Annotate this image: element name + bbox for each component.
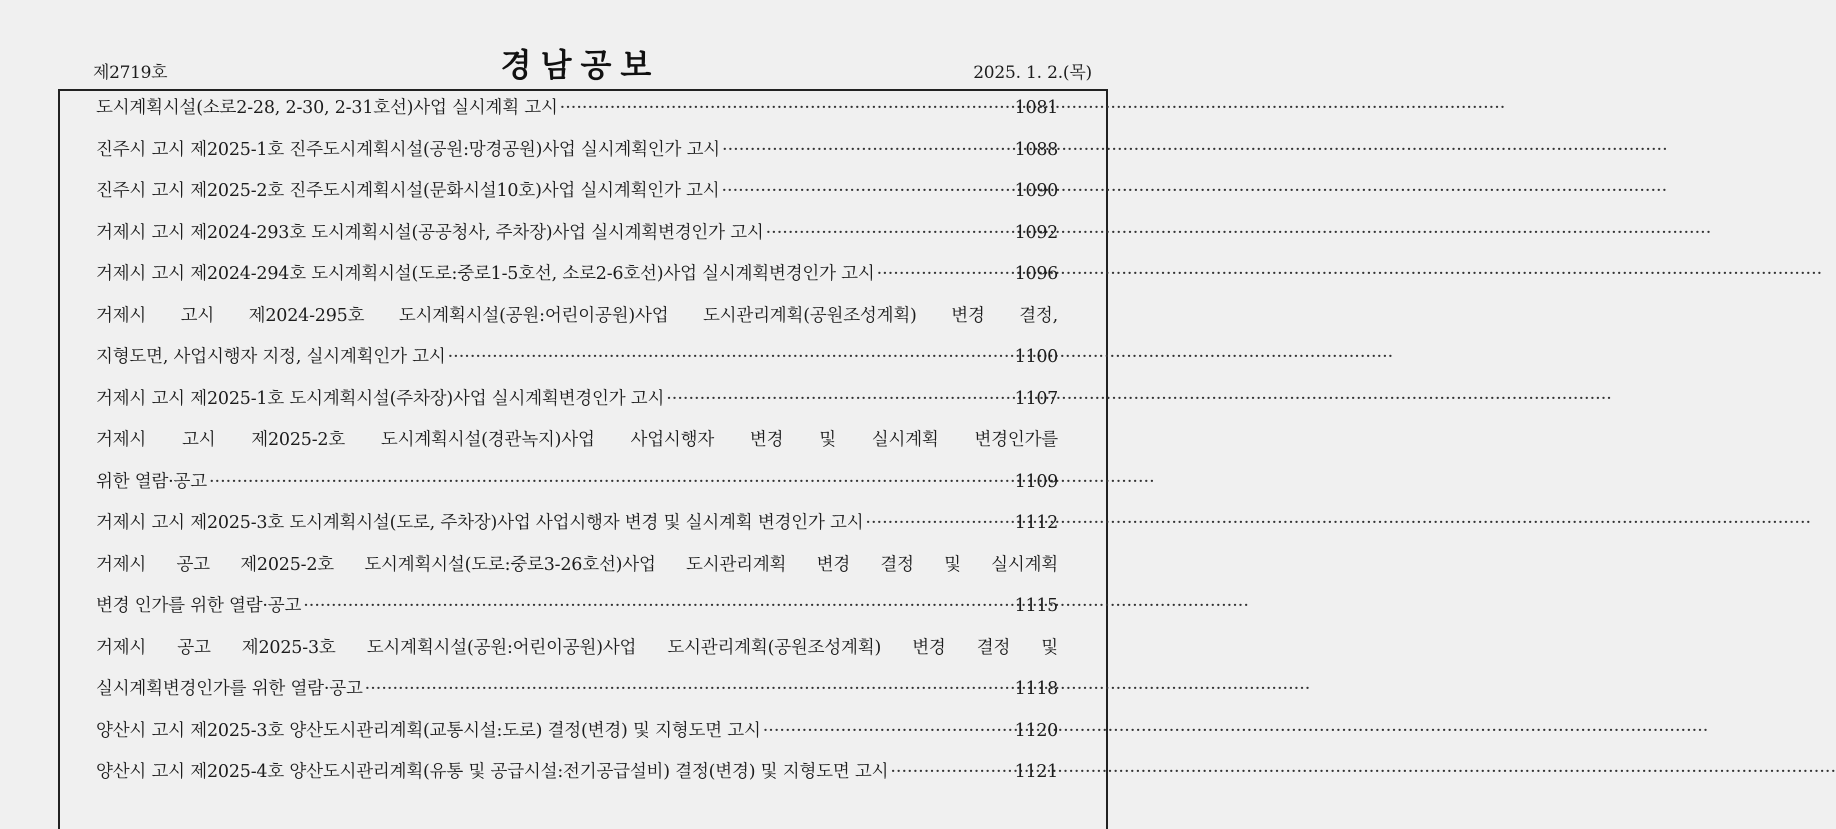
dot-leader xyxy=(560,88,1013,130)
publication-date: 2025. 1. 2.(목) xyxy=(973,63,1092,83)
toc-entry-title: 진주시 고시 제2025-1호 진주도시계획시설(공원:망경공원)사업 실시계획인가 고시 xyxy=(96,139,721,160)
toc-entry[interactable] xyxy=(96,711,1058,753)
toc-entry[interactable] xyxy=(96,254,1058,296)
toc-entry-title: 변경 인가를 위한 열람·공고 xyxy=(96,596,302,616)
dot-leader xyxy=(877,254,1013,296)
toc-entry[interactable] xyxy=(96,171,1058,213)
toc-entry-continued-line[interactable]: 거제시 공고 제2025-2호 도시계획시설(도로:중로3-26호선)사업 도시관리계획 변경 결정 및 실시계획 xyxy=(96,554,1058,575)
toc-entry-continued-line[interactable]: 거제시 고시 제2024-295호 도시계획시설(공원:어린이공원)사업 도시관리계획(공원조성계획) 변경 결정, xyxy=(96,305,1058,326)
toc-entry-continued-line[interactable]: 거제시 고시 제2025-2호 도시계획시설(경관녹지)사업 사업시행자 변경 및 실시계획 변경인가를 xyxy=(96,430,1058,450)
toc-entry-title: 거제시 고시 제2024-293호 도시계획시설(공공청사, 주차장)사업 실시계획변경인가 고시 xyxy=(96,222,764,243)
toc-entry-title: 양산시 고시 제2025-3호 양산도시관리계획(교통시설:도로) 결정(변경) 및 지형도면 고시 xyxy=(96,720,761,741)
dot-leader xyxy=(722,130,1013,172)
toc-entry-page: 1121 xyxy=(1014,762,1058,782)
toc-entry-page: 1081 xyxy=(1014,98,1058,118)
toc-entry-page: 1115 xyxy=(1014,596,1058,616)
dot-leader xyxy=(209,462,1013,504)
toc-entry-title: 진주시 고시 제2025-2호 진주도시계획시설(문화시설10호)사업 실시계획인가 고시 xyxy=(96,181,720,201)
dot-leader xyxy=(448,337,1013,379)
dot-leader xyxy=(365,669,1013,711)
toc-entry-title: 도시계획시설(소로2-28, 2-30, 2-31호선)사업 실시계획 고시 xyxy=(96,98,558,118)
toc-entry-page: 1120 xyxy=(1014,720,1058,741)
toc-entry-title: 실시계획변경인가를 위한 열람·공고 xyxy=(96,679,363,699)
toc-entry[interactable] xyxy=(96,752,1058,794)
toc-entry-title: 지형도면, 사업시행자 지정, 실시계획인가 고시 xyxy=(96,347,446,367)
toc-entry-page: 1112 xyxy=(1014,513,1058,533)
toc-entry[interactable] xyxy=(96,337,1058,379)
toc-entry-title: 거제시 고시 제2025-3호 도시계획시설(도로, 주차장)사업 사업시행자 변경 및 실시계획 변경인가 고시 xyxy=(96,513,864,533)
toc-entry-title: 양산시 고시 제2025-4호 양산도시관리계획(유통 및 공급시설:전기공급설비) 결정(변경) 및 지형도면 고시 xyxy=(96,762,889,782)
dot-leader xyxy=(766,213,1013,255)
toc-entry-page: 1090 xyxy=(1014,181,1058,201)
toc-entry-continued-line[interactable]: 거제시 공고 제2025-3호 도시계획시설(공원:어린이공원)사업 도시관리계획(공원조성계획) 변경 결정 및 xyxy=(96,637,1058,658)
toc-entry-title: 거제시 고시 제2024-294호 도시계획시설(도로:중로1-5호선, 소로2-6호선)사업 실시계획변경인가 고시 xyxy=(96,264,875,284)
table-of-contents xyxy=(96,88,1058,794)
issue-number: 제2719호 xyxy=(93,63,168,83)
toc-entry-page: 1088 xyxy=(1014,139,1058,160)
dot-leader xyxy=(303,586,1012,628)
toc-entry[interactable] xyxy=(96,503,1058,545)
toc-entry[interactable] xyxy=(96,379,1058,421)
toc-entry-page: 1100 xyxy=(1014,347,1058,367)
toc-entry[interactable] xyxy=(96,462,1058,504)
toc-entry-title: 거제시 고시 제2025-1호 도시계획시설(주차장)사업 실시계획변경인가 고시 xyxy=(96,388,665,409)
toc-entry-page: 1096 xyxy=(1014,264,1058,284)
page-header xyxy=(0,0,1161,88)
dot-leader xyxy=(890,752,1012,794)
toc-entry[interactable] xyxy=(96,88,1058,130)
toc-entry-page: 1118 xyxy=(1014,679,1058,699)
toc-entry[interactable] xyxy=(96,586,1058,628)
dot-leader xyxy=(721,171,1012,213)
toc-entry[interactable] xyxy=(96,669,1058,711)
dot-leader xyxy=(666,379,1012,421)
toc-entry-page: 1107 xyxy=(1014,388,1058,409)
toc-entry-page: 1109 xyxy=(1014,471,1058,492)
dot-leader xyxy=(865,503,1012,545)
toc-entry[interactable] xyxy=(96,130,1058,172)
dot-leader xyxy=(763,711,1013,753)
toc-entry-title: 위한 열람·공고 xyxy=(96,471,207,492)
toc-entry[interactable] xyxy=(96,213,1058,255)
toc-entry-page: 1092 xyxy=(1014,222,1058,243)
gazette-title: 경남공보 xyxy=(500,46,661,84)
